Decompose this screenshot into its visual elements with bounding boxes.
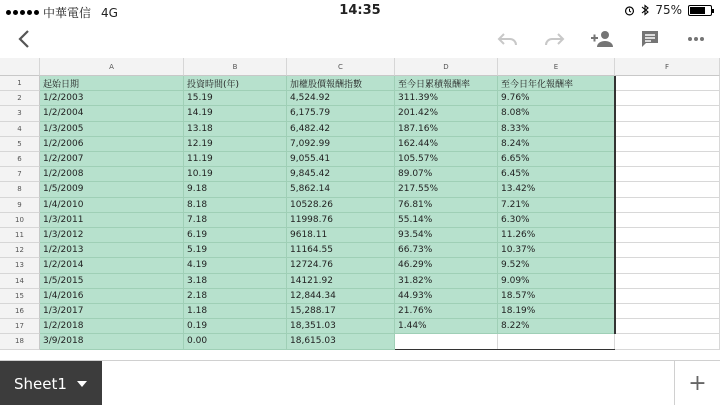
cell-f10[interactable] [615, 213, 720, 228]
cell-f5[interactable] [615, 137, 720, 152]
cell-c13[interactable]: 12724.76 [287, 258, 395, 273]
add-person-icon [590, 30, 614, 48]
add-sheet-button[interactable]: + [674, 361, 720, 405]
cell-f2[interactable] [615, 91, 720, 106]
cell-b11[interactable]: 6.19 [184, 228, 287, 243]
cell-a13[interactable]: 1/2/2014 [40, 258, 184, 273]
cell-a2[interactable]: 1/2/2003 [40, 91, 184, 106]
cell-d5[interactable]: 162.44% [395, 137, 498, 152]
cell-e4[interactable]: 8.33% [498, 122, 615, 137]
cell-f3[interactable] [615, 106, 720, 121]
cell-a10[interactable]: 1/3/2011 [40, 213, 184, 228]
cell-c18[interactable]: 18,615.03 [287, 334, 395, 349]
cell-e16[interactable]: 18.19% [498, 304, 615, 319]
cell-a6[interactable]: 1/2/2007 [40, 152, 184, 167]
cell-f4[interactable] [615, 122, 720, 137]
cell-d8[interactable]: 217.55% [395, 182, 498, 197]
battery-fill [690, 7, 705, 14]
cell-b9[interactable]: 8.18 [184, 198, 287, 213]
cell-d7[interactable]: 89.07% [395, 167, 498, 182]
cell-c3[interactable]: 6,175.79 [287, 106, 395, 121]
cell-b16[interactable]: 1.18 [184, 304, 287, 319]
cell-b14[interactable]: 3.18 [184, 274, 287, 289]
status-bar [0, 0, 720, 22]
cell-e12[interactable]: 10.37% [498, 243, 615, 258]
cell-a15[interactable]: 1/4/2016 [40, 289, 184, 304]
cell-b12[interactable]: 5.19 [184, 243, 287, 258]
cell-e10[interactable]: 6.30% [498, 213, 615, 228]
cell-a7[interactable]: 1/2/2008 [40, 167, 184, 182]
chevron-down-icon[interactable] [77, 381, 87, 387]
cell-d14[interactable]: 31.82% [395, 274, 498, 289]
cell-f17[interactable] [615, 319, 720, 334]
cell-b17[interactable]: 0.19 [184, 319, 287, 334]
row-header[interactable]: 14 [0, 274, 40, 289]
cell-d9[interactable]: 76.81% [395, 198, 498, 213]
cell-f1[interactable] [615, 76, 720, 91]
undo-icon [497, 31, 519, 47]
redo-button[interactable] [538, 24, 570, 54]
cell-c7[interactable]: 9,845.42 [287, 167, 395, 182]
clock: 14:35 [339, 3, 381, 18]
cell-c5[interactable]: 7,092.99 [287, 137, 395, 152]
cell-f13[interactable] [615, 258, 720, 273]
column-header-c[interactable]: C [287, 58, 395, 76]
comment-icon [640, 29, 660, 49]
row-header[interactable]: 13 [0, 258, 40, 273]
cell-f6[interactable] [615, 152, 720, 167]
column-header-f[interactable]: F [615, 58, 720, 76]
more-icon [687, 36, 705, 42]
row-header[interactable]: 6 [0, 152, 40, 167]
cell-b13[interactable]: 4.19 [184, 258, 287, 273]
column-header-d[interactable]: D [395, 58, 498, 76]
cell-b15[interactable]: 2.18 [184, 289, 287, 304]
row-header[interactable]: 18 [0, 334, 40, 349]
cell-c9[interactable]: 10528.26 [287, 198, 395, 213]
share-button[interactable] [586, 24, 618, 54]
cell-d16[interactable]: 21.76% [395, 304, 498, 319]
cell-f18[interactable] [615, 334, 720, 349]
cell-e8[interactable]: 13.42% [498, 182, 615, 197]
row-header[interactable]: 9 [0, 198, 40, 213]
cell-c4[interactable]: 6,482.42 [287, 122, 395, 137]
network-type: 4G [101, 5, 118, 20]
cell-c16[interactable]: 15,288.17 [287, 304, 395, 319]
row-header[interactable]: 8 [0, 182, 40, 197]
cell-d15[interactable]: 44.93% [395, 289, 498, 304]
cell-d18[interactable] [395, 334, 498, 349]
cell-a8[interactable]: 1/5/2009 [40, 182, 184, 197]
cell-a17[interactable]: 1/2/2018 [40, 319, 184, 334]
cell-d1[interactable]: 至今日累積報酬率 [395, 76, 498, 91]
cell-a1[interactable]: 起始日期 [40, 76, 184, 91]
undo-button[interactable] [492, 24, 524, 54]
comment-button[interactable] [634, 24, 666, 54]
cell-d12[interactable]: 66.73% [395, 243, 498, 258]
cell-b5[interactable]: 12.19 [184, 137, 287, 152]
cell-c10[interactable]: 11998.76 [287, 213, 395, 228]
cell-f9[interactable] [615, 198, 720, 213]
cell-e7[interactable]: 6.45% [498, 167, 615, 182]
cell-d4[interactable]: 187.16% [395, 122, 498, 137]
carrier-name: 中華電信 [43, 6, 92, 20]
cell-b3[interactable]: 14.19 [184, 106, 287, 121]
toolbar [0, 22, 720, 56]
alarm-icon [624, 5, 635, 16]
row-header[interactable]: 2 [0, 91, 40, 106]
back-arrow-icon [16, 29, 32, 49]
cell-d11[interactable]: 93.54% [395, 228, 498, 243]
cell-e13[interactable]: 9.52% [498, 258, 615, 273]
cell-b1[interactable]: 投資時間(年) [184, 76, 287, 91]
column-header-e[interactable]: E [498, 58, 615, 76]
cell-d3[interactable]: 201.42% [395, 106, 498, 121]
cell-f15[interactable] [615, 289, 720, 304]
sheet-tab[interactable] [0, 361, 102, 405]
cell-e2[interactable]: 9.76% [498, 91, 615, 106]
cell-a18[interactable]: 3/9/2018 [40, 334, 184, 349]
cell-b18[interactable]: 0.00 [184, 334, 287, 349]
range-border-bottom [395, 349, 615, 351]
row-header[interactable]: 11 [0, 228, 40, 243]
cell-d2[interactable]: 311.39% [395, 91, 498, 106]
cell-f8[interactable] [615, 182, 720, 197]
cell-c1[interactable]: 加權股價報酬指數 [287, 76, 395, 91]
row-header[interactable]: 17 [0, 319, 40, 334]
sheet-bar [0, 360, 720, 405]
cell-a3[interactable]: 1/2/2004 [40, 106, 184, 121]
cell-d10[interactable]: 55.14% [395, 213, 498, 228]
cell-c2[interactable]: 4,524.92 [287, 91, 395, 106]
range-border [614, 76, 616, 334]
row-header[interactable]: 16 [0, 304, 40, 319]
status-right [624, 3, 712, 17]
cell-f7[interactable] [615, 167, 720, 182]
cell-a5[interactable]: 1/2/2006 [40, 137, 184, 152]
cell-b8[interactable]: 9.18 [184, 182, 287, 197]
cell-e18[interactable] [498, 334, 615, 349]
row-header[interactable]: 5 [0, 137, 40, 152]
cell-a11[interactable]: 1/3/2012 [40, 228, 184, 243]
column-header-a[interactable]: A [40, 58, 184, 76]
cell-c12[interactable]: 11164.55 [287, 243, 395, 258]
cell-d17[interactable]: 1.44% [395, 319, 498, 334]
cell-c15[interactable]: 12,844.34 [287, 289, 395, 304]
column-header-b[interactable]: B [184, 58, 287, 76]
cell-b6[interactable]: 11.19 [184, 152, 287, 167]
row-header[interactable]: 7 [0, 167, 40, 182]
row-header[interactable]: 12 [0, 243, 40, 258]
cell-f16[interactable] [615, 304, 720, 319]
cell-f12[interactable] [615, 243, 720, 258]
bluetooth-icon [641, 4, 649, 16]
cell-e15[interactable]: 18.57% [498, 289, 615, 304]
row-header[interactable]: 3 [0, 106, 40, 121]
cell-e14[interactable]: 9.09% [498, 274, 615, 289]
cell-b10[interactable]: 7.18 [184, 213, 287, 228]
cell-a9[interactable]: 1/4/2010 [40, 198, 184, 213]
cell-c17[interactable]: 18,351.03 [287, 319, 395, 334]
cell-e9[interactable]: 7.21% [498, 198, 615, 213]
cell-e11[interactable]: 11.26% [498, 228, 615, 243]
cell-a16[interactable]: 1/3/2017 [40, 304, 184, 319]
row-header[interactable]: 4 [0, 122, 40, 137]
row-header[interactable]: 15 [0, 289, 40, 304]
cell-e1[interactable]: 至今日年化報酬率 [498, 76, 615, 91]
redo-icon [543, 31, 565, 47]
cell-b7[interactable]: 10.19 [184, 167, 287, 182]
select-all-corner[interactable] [0, 58, 40, 76]
cell-f14[interactable] [615, 274, 720, 289]
cell-e6[interactable]: 6.65% [498, 152, 615, 167]
cell-e5[interactable]: 8.24% [498, 137, 615, 152]
cell-c14[interactable]: 14121.92 [287, 274, 395, 289]
cell-e17[interactable]: 8.22% [498, 319, 615, 334]
cell-c6[interactable]: 9,055.41 [287, 152, 395, 167]
cell-a4[interactable]: 1/3/2005 [40, 122, 184, 137]
cell-d13[interactable]: 46.29% [395, 258, 498, 273]
row-header[interactable]: 10 [0, 213, 40, 228]
row-header[interactable]: 1 [0, 76, 40, 91]
cell-c11[interactable]: 9618.11 [287, 228, 395, 243]
cell-d6[interactable]: 105.57% [395, 152, 498, 167]
more-options-button[interactable] [680, 24, 712, 54]
cell-a12[interactable]: 1/2/2013 [40, 243, 184, 258]
cell-f11[interactable] [615, 228, 720, 243]
cell-e3[interactable]: 8.08% [498, 106, 615, 121]
cell-a14[interactable]: 1/5/2015 [40, 274, 184, 289]
back-button[interactable] [8, 24, 40, 54]
cell-c8[interactable]: 5,862.14 [287, 182, 395, 197]
sheet-tab-label: Sheet1 [14, 374, 67, 393]
cell-b4[interactable]: 13.18 [184, 122, 287, 137]
battery-icon [688, 5, 712, 16]
battery-percent: 75% [655, 3, 682, 17]
cell-b2[interactable]: 15.19 [184, 91, 287, 106]
